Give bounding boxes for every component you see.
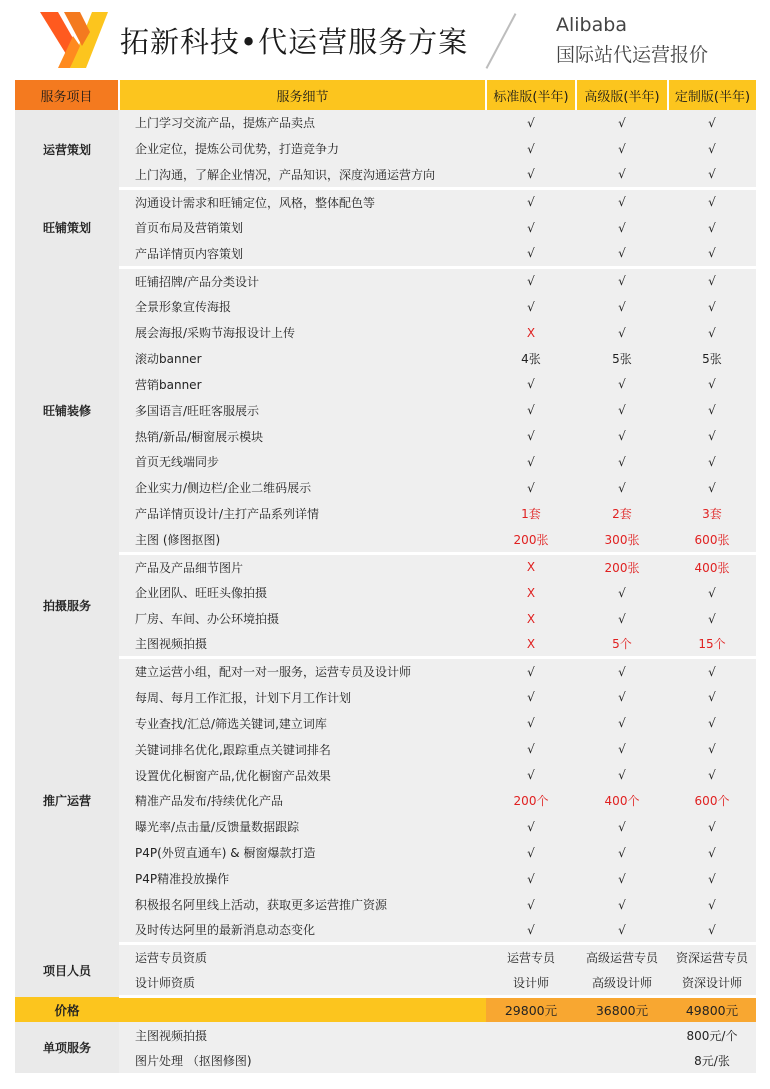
service-price-table: [15, 80, 756, 1073]
plan-value-cell: √: [668, 162, 756, 189]
plan-value-cell: √: [576, 840, 668, 866]
plan-value-cell: √: [668, 110, 756, 136]
plan-value-cell: √: [576, 215, 668, 241]
service-detail-cell: 企业团队、旺旺头像拍摄: [119, 580, 486, 606]
table-row: [15, 110, 756, 136]
plan-value-cell: 200张: [486, 527, 576, 554]
plan-value-cell: √: [668, 475, 756, 501]
single-price-cell: 8元/张: [668, 1048, 756, 1074]
plan-value-cell: 400张: [668, 553, 756, 580]
plan-value-cell: √: [576, 606, 668, 632]
price-label: 价格: [15, 997, 119, 1023]
table-row: [15, 501, 756, 527]
table-row: [15, 944, 756, 971]
service-detail-cell: 及时传达阿里的最新消息动态变化: [119, 917, 486, 944]
category-cell: 项目人员: [15, 944, 119, 997]
service-detail-cell: 关键词排名优化,跟踪重点关键词排名: [119, 736, 486, 762]
plan-value-cell: 400个: [576, 788, 668, 814]
single-price-cell: 800元/个: [668, 1022, 756, 1048]
category-cell: 拍摄服务: [15, 553, 119, 658]
plan-value-cell: √: [668, 736, 756, 762]
blank-cell: [486, 1048, 668, 1074]
table-row: [15, 320, 756, 346]
plan-value-cell: 1套: [486, 501, 576, 527]
table-row: [15, 215, 756, 241]
service-detail-cell: 沟通设计需求和旺铺定位，风格，整体配色等: [119, 188, 486, 215]
plan-value-cell: √: [668, 840, 756, 866]
header-alibaba-label: Alibaba: [556, 14, 627, 36]
plan-value-cell: √: [668, 814, 756, 840]
service-detail-cell: 建立运营小组，配对一对一服务，运营专员及设计师: [119, 658, 486, 685]
service-detail-cell: 曝光率/点击量/反馈量数据跟踪: [119, 814, 486, 840]
plan-value-cell: X: [486, 580, 576, 606]
plan-value-cell: √: [668, 580, 756, 606]
plan-value-cell: √: [668, 866, 756, 892]
plan-value-cell: √: [486, 684, 576, 710]
service-detail-cell: 设置优化橱窗产品,优化橱窗产品效果: [119, 762, 486, 788]
service-detail-cell: 产品及产品细节图片: [119, 553, 486, 580]
table-row: [15, 136, 756, 162]
plan-value-cell: √: [668, 710, 756, 736]
column-header: 高级版(半年): [576, 80, 668, 110]
plan-value-cell: 200张: [576, 553, 668, 580]
plan-value-cell: √: [668, 188, 756, 215]
plan-value-cell: 3套: [668, 501, 756, 527]
plan-value-cell: √: [486, 110, 576, 136]
service-detail-cell: 旺铺招牌/产品分类设计: [119, 267, 486, 294]
plan-value-cell: 高级设计师: [576, 970, 668, 997]
service-detail-cell: 厂房、车间、办公环境拍摄: [119, 606, 486, 632]
plan-value-cell: 2套: [576, 501, 668, 527]
service-detail-cell: 主图 (修图抠图): [119, 527, 486, 554]
table-row: [15, 762, 756, 788]
plan-value-cell: 高级运营专员: [576, 944, 668, 971]
plan-value-cell: 5张: [576, 345, 668, 371]
plan-value-cell: √: [576, 267, 668, 294]
plan-value-cell: 运营专员: [486, 944, 576, 971]
service-detail-cell: 上门学习交流产品，提炼产品卖点: [119, 110, 486, 136]
table-row: [15, 449, 756, 475]
plan-value-cell: √: [576, 892, 668, 918]
plan-value-cell: √: [486, 267, 576, 294]
table-row: [15, 188, 756, 215]
plan-value-cell: √: [576, 449, 668, 475]
service-detail-cell: 热销/新品/橱窗展示模块: [119, 423, 486, 449]
plan-value-cell: √: [576, 162, 668, 189]
plan-value-cell: 600个: [668, 788, 756, 814]
plan-value-cell: √: [668, 658, 756, 685]
plan-value-cell: √: [486, 840, 576, 866]
service-detail-cell: 滚动banner: [119, 345, 486, 371]
table-row: [15, 241, 756, 268]
plan-value-cell: √: [486, 371, 576, 397]
plan-value-cell: √: [576, 397, 668, 423]
service-detail-cell: 企业实力/侧边栏/企业二维码展示: [119, 475, 486, 501]
plan-value-cell: √: [486, 866, 576, 892]
service-detail-cell: 产品详情页设计/主打产品系列详情: [119, 501, 486, 527]
table-row: [15, 345, 756, 371]
service-detail-cell: 企业定位，提炼公司优势，打造竞争力: [119, 136, 486, 162]
price-detail-blank: [119, 997, 486, 1023]
plan-value-cell: √: [576, 684, 668, 710]
plan-value-cell: √: [486, 188, 576, 215]
table-row: [15, 970, 756, 997]
category-cell: 旺铺装修: [15, 267, 119, 553]
table-row: [15, 631, 756, 658]
table-row: [15, 736, 756, 762]
service-detail-cell: 积极报名阿里线上活动，获取更多运营推广资源: [119, 892, 486, 918]
table-row: [15, 527, 756, 554]
service-detail-cell: 产品详情页内容策划: [119, 241, 486, 268]
plan-value-cell: √: [668, 762, 756, 788]
service-detail-cell: 精准产品发布/持续优化产品: [119, 788, 486, 814]
price-value: 36800元: [576, 997, 668, 1023]
plan-value-cell: √: [576, 710, 668, 736]
plan-value-cell: 600张: [668, 527, 756, 554]
plan-value-cell: √: [486, 736, 576, 762]
plan-value-cell: √: [576, 136, 668, 162]
plan-value-cell: √: [668, 294, 756, 320]
table-row: [15, 658, 756, 685]
plan-value-cell: X: [486, 606, 576, 632]
service-detail-cell: 运营专员资质: [119, 944, 486, 971]
plan-value-cell: √: [668, 136, 756, 162]
plan-value-cell: √: [668, 684, 756, 710]
plan-value-cell: √: [576, 320, 668, 346]
service-detail-cell: 设计师资质: [119, 970, 486, 997]
plan-value-cell: √: [668, 917, 756, 944]
plan-value-cell: √: [486, 475, 576, 501]
plan-value-cell: √: [576, 866, 668, 892]
plan-value-cell: 300张: [576, 527, 668, 554]
blank-cell: [486, 1022, 668, 1048]
plan-value-cell: √: [576, 814, 668, 840]
service-detail-cell: 营销banner: [119, 371, 486, 397]
plan-value-cell: 15个: [668, 631, 756, 658]
plan-value-cell: √: [576, 241, 668, 268]
table-row: [15, 475, 756, 501]
table-row: [15, 423, 756, 449]
category-cell: 旺铺策划: [15, 188, 119, 267]
plan-value-cell: √: [486, 215, 576, 241]
plan-value-cell: 200个: [486, 788, 576, 814]
plan-value-cell: X: [486, 320, 576, 346]
category-cell: 推广运营: [15, 658, 119, 944]
plan-value-cell: 5张: [668, 345, 756, 371]
service-detail-cell: 每周、每月工作汇报，计划下月工作计划: [119, 684, 486, 710]
plan-value-cell: 资深设计师: [668, 970, 756, 997]
plan-value-cell: √: [576, 658, 668, 685]
plan-value-cell: √: [576, 423, 668, 449]
table-row: [15, 866, 756, 892]
service-detail-cell: 主图视频拍摄: [119, 631, 486, 658]
table-row: [15, 267, 756, 294]
table-row: [15, 710, 756, 736]
table-row: [15, 684, 756, 710]
price-value: 29800元: [486, 997, 576, 1023]
plan-value-cell: √: [576, 110, 668, 136]
plan-value-cell: √: [486, 162, 576, 189]
header-divider: [486, 13, 517, 69]
plan-value-cell: √: [576, 475, 668, 501]
plan-value-cell: √: [486, 710, 576, 736]
plan-value-cell: √: [486, 814, 576, 840]
table-row: [15, 294, 756, 320]
price-row: [15, 997, 756, 1023]
plan-value-cell: √: [576, 917, 668, 944]
plan-value-cell: √: [486, 658, 576, 685]
plan-value-cell: √: [576, 371, 668, 397]
single-service-row: [15, 1022, 756, 1048]
plan-value-cell: 设计师: [486, 970, 576, 997]
plan-value-cell: √: [576, 188, 668, 215]
plan-value-cell: √: [576, 294, 668, 320]
page-title: 拓新科技•代运营服务方案: [120, 25, 469, 59]
service-detail-cell: P4P精准投放操作: [119, 866, 486, 892]
table-row: [15, 840, 756, 866]
service-detail-cell: 专业查找/汇总/筛选关键词,建立词库: [119, 710, 486, 736]
service-detail-cell: 上门沟通，了解企业情况，产品知识，深度沟通运营方向: [119, 162, 486, 189]
column-header: 服务项目: [15, 80, 119, 110]
plan-value-cell: √: [668, 241, 756, 268]
plan-value-cell: √: [668, 371, 756, 397]
page-header: [0, 0, 770, 78]
plan-value-cell: √: [668, 397, 756, 423]
service-detail-cell: 全景形象宣传海报: [119, 294, 486, 320]
plan-value-cell: √: [668, 215, 756, 241]
plan-value-cell: √: [486, 423, 576, 449]
category-cell: 运营策划: [15, 110, 119, 188]
category-cell: 单项服务: [15, 1022, 119, 1073]
service-detail-cell: 图片处理 （抠图修图): [119, 1048, 486, 1074]
column-header: 定制版(半年): [668, 80, 756, 110]
price-value: 49800元: [668, 997, 756, 1023]
plan-value-cell: 4张: [486, 345, 576, 371]
table-header-row: [15, 80, 756, 110]
table-row: [15, 917, 756, 944]
plan-value-cell: 5个: [576, 631, 668, 658]
plan-value-cell: √: [486, 397, 576, 423]
service-detail-cell: 展会海报/采购节海报设计上传: [119, 320, 486, 346]
plan-value-cell: X: [486, 631, 576, 658]
plan-value-cell: √: [576, 580, 668, 606]
plan-value-cell: √: [486, 294, 576, 320]
service-detail-cell: 多国语言/旺旺客服展示: [119, 397, 486, 423]
plan-value-cell: √: [576, 736, 668, 762]
plan-value-cell: √: [668, 320, 756, 346]
table-row: [15, 397, 756, 423]
table-row: [15, 580, 756, 606]
plan-value-cell: 资深运营专员: [668, 944, 756, 971]
table-row: [15, 162, 756, 189]
single-service-row: [15, 1048, 756, 1074]
table-row: [15, 814, 756, 840]
plan-value-cell: √: [486, 917, 576, 944]
column-header: 标准版(半年): [486, 80, 576, 110]
plan-value-cell: √: [486, 762, 576, 788]
plan-value-cell: √: [668, 267, 756, 294]
plan-value-cell: X: [486, 553, 576, 580]
plan-value-cell: √: [668, 423, 756, 449]
service-detail-cell: P4P(外贸直通车) & 橱窗爆款打造: [119, 840, 486, 866]
table-row: [15, 892, 756, 918]
plan-value-cell: √: [486, 449, 576, 475]
table-row: [15, 371, 756, 397]
table-row: [15, 788, 756, 814]
plan-value-cell: √: [576, 762, 668, 788]
column-header: 服务细节: [119, 80, 486, 110]
plan-value-cell: √: [486, 241, 576, 268]
plan-value-cell: √: [486, 136, 576, 162]
plan-value-cell: √: [486, 892, 576, 918]
plan-value-cell: √: [668, 892, 756, 918]
header-subtitle: 国际站代运营报价: [556, 44, 709, 66]
tuoxin-logo-icon: [40, 10, 108, 68]
table-row: [15, 606, 756, 632]
service-detail-cell: 首页无线端同步: [119, 449, 486, 475]
plan-value-cell: √: [668, 606, 756, 632]
plan-value-cell: √: [668, 449, 756, 475]
service-detail-cell: 主图视频拍摄: [119, 1022, 486, 1048]
table-row: [15, 553, 756, 580]
service-detail-cell: 首页布局及营销策划: [119, 215, 486, 241]
